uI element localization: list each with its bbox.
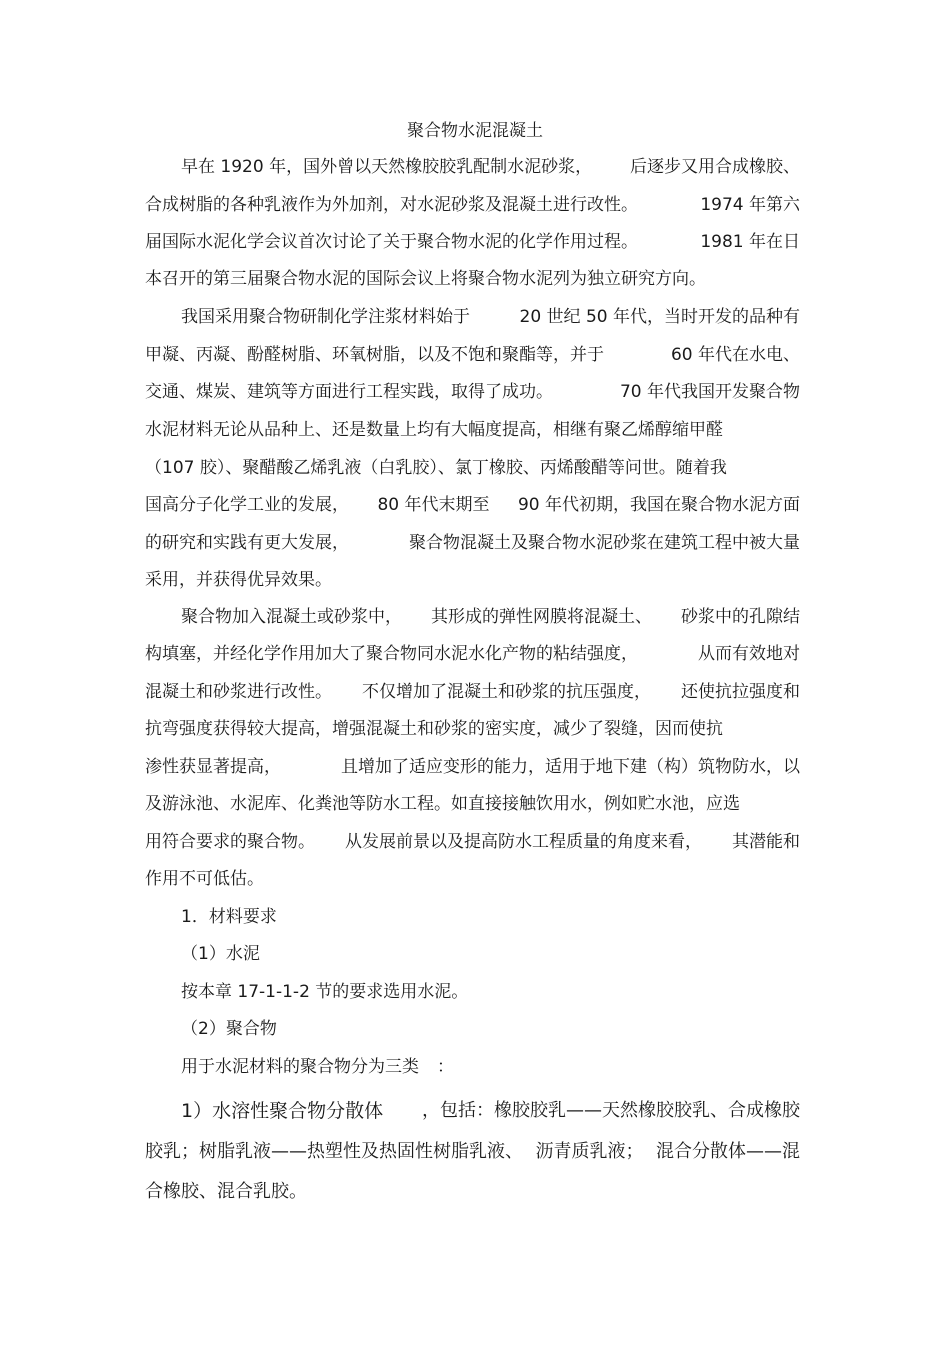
- paragraph-line: [145, 831, 800, 853]
- paragraph-line: [145, 868, 264, 890]
- list-item-line: [181, 1100, 800, 1122]
- text-run: 1．材料要求: [181, 907, 277, 927]
- text-run: ：: [437, 1057, 454, 1077]
- text-run: 聚合物加入混凝土或砂浆中，: [181, 607, 402, 627]
- text-run: 甲凝、丙凝、酚醛树脂、环氧树脂，以及不饱和聚酯等，并于: [145, 345, 604, 365]
- text-run: 及游泳池、水泥库、化粪池等防水工程。如直接接触饮用水，例如贮水池，应选: [145, 794, 740, 814]
- paragraph-line: [145, 756, 800, 778]
- paragraph-line: [145, 419, 723, 441]
- text-run: 国高分子化学工业的发展，: [145, 495, 349, 515]
- text-run: 还使抗拉强度和: [681, 682, 800, 702]
- list-item-line: [145, 1141, 800, 1163]
- text-run: 合成树脂的各种乳液作为外加剂，对水泥砂浆及混凝土进行改性。: [145, 195, 638, 215]
- text-run: 从发展前景以及提高防水工程质量的角度来看，: [345, 832, 702, 852]
- text-run: 不仅增加了混凝土和砂浆的抗压强度，: [362, 682, 651, 702]
- paragraph-line: [145, 793, 740, 815]
- paragraph-line: [145, 569, 332, 591]
- text-run: 80 年代末期至: [377, 495, 490, 515]
- text-run: 且增加了适应变形的能力，适用于地下建（构）筑物防水，以: [341, 757, 800, 777]
- paragraph-line: [145, 494, 800, 516]
- text-run: 水泥材料无论从品种上、还是数量上均有大幅度提高，相继有聚乙烯醇缩甲醛: [145, 420, 723, 440]
- paragraph-line: [145, 344, 800, 366]
- text-run: 作用不可低估。: [145, 869, 264, 889]
- text-run: 其潜能和: [732, 832, 800, 852]
- text-run: 用于水泥材料的聚合物分为三类: [181, 1057, 419, 1077]
- text-run: 后逐步又用合成橡胶、: [630, 157, 800, 177]
- text-run: 本召开的第三届聚合物水泥的国际会议上将聚合物水泥列为独立研究方向。: [145, 269, 706, 289]
- text-run: 90 年代初期，我国在聚合物水泥方面: [517, 495, 800, 515]
- text-run: 合橡胶、混合乳胶。: [145, 1181, 307, 1202]
- text-run: 早在 1920 年，国外曾以天然橡胶胶乳配制水泥砂浆，: [181, 157, 593, 177]
- paragraph-line: [145, 268, 706, 290]
- paragraph-line: [145, 643, 800, 665]
- text-run: 胶乳；树脂乳液——热塑性及热固性树脂乳液、: [145, 1141, 523, 1162]
- text-run: 沥青质乳液；: [535, 1141, 644, 1162]
- text-run: 混凝土和砂浆进行改性。: [145, 682, 332, 702]
- paragraph-line: [145, 681, 800, 703]
- text-run: 的研究和实践有更大发展，: [145, 533, 349, 553]
- text-run: ，包括：橡胶胶乳——天然橡胶胶乳、合成橡胶: [422, 1100, 800, 1121]
- text-run: 60 年代在水电、: [670, 345, 800, 365]
- paragraph-line: [145, 532, 800, 554]
- text-run: 聚合物混凝土及聚合物水泥砂浆在建筑工程中被大量: [409, 533, 800, 553]
- text-run: （1）水泥: [181, 944, 260, 964]
- text-run: 混合分散体——混: [656, 1141, 800, 1162]
- text-run: 70 年代我国开发聚合物: [619, 382, 800, 402]
- text-run: 届国际水泥化学会议首次讨论了关于聚合物水泥的化学作用过程。: [145, 232, 638, 252]
- paragraph-line: [145, 381, 800, 403]
- paragraph-line: [145, 194, 800, 216]
- section-heading: [181, 906, 277, 928]
- paragraph-line: [181, 606, 800, 628]
- paragraph-line: [181, 306, 800, 328]
- paragraph-line: [145, 231, 800, 253]
- paragraph-line: [145, 718, 723, 740]
- paragraph-line: [145, 457, 727, 479]
- text-run: （2）聚合物: [181, 1019, 277, 1039]
- text-run: 渗性获显著提高，: [145, 757, 281, 777]
- text-run: 1981 年在日: [700, 232, 800, 252]
- text-run: 20 世纪 50 年代，当时开发的品种有: [519, 307, 800, 327]
- text-run: 构填塞，并经化学作用加大了聚合物同水泥水化产物的粘结强度，: [145, 644, 638, 664]
- text-run: （107 胶）、聚醋酸乙烯乳液（白乳胶）、氯丁橡胶、丙烯酸醋等问世。随着我: [145, 458, 727, 478]
- document-title: 聚合物水泥混凝土: [407, 121, 543, 141]
- subsection-heading: [181, 943, 260, 965]
- text-run: 交通、煤炭、建筑等方面进行工程实践，取得了成功。: [145, 382, 553, 402]
- text-run: 1）水溶性聚合物分散体: [181, 1100, 384, 1122]
- subsection-heading: [181, 1018, 277, 1040]
- paragraph-line: [181, 981, 468, 1003]
- paragraph-line: [181, 1056, 454, 1078]
- text-run: 从而有效地对: [698, 644, 800, 664]
- text-run: 1974 年第六: [700, 195, 800, 215]
- text-run: 用符合要求的聚合物。: [145, 832, 315, 852]
- text-run: 砂浆中的孔隙结: [681, 607, 800, 627]
- text-run: 其形成的弹性网膜将混凝土、: [431, 607, 652, 627]
- text-run: 采用，并获得优异效果。: [145, 570, 332, 590]
- paragraph-line: [181, 156, 800, 178]
- text-run: 我国采用聚合物研制化学注浆材料始于: [181, 307, 470, 327]
- text-run: 按本章 17-1-1-2 节的要求选用水泥。: [181, 982, 469, 1002]
- list-item-line: [145, 1181, 307, 1203]
- text-run: 抗弯强度获得较大提高，增强混凝土和砂浆的密实度，减少了裂缝，因而使抗: [145, 719, 723, 739]
